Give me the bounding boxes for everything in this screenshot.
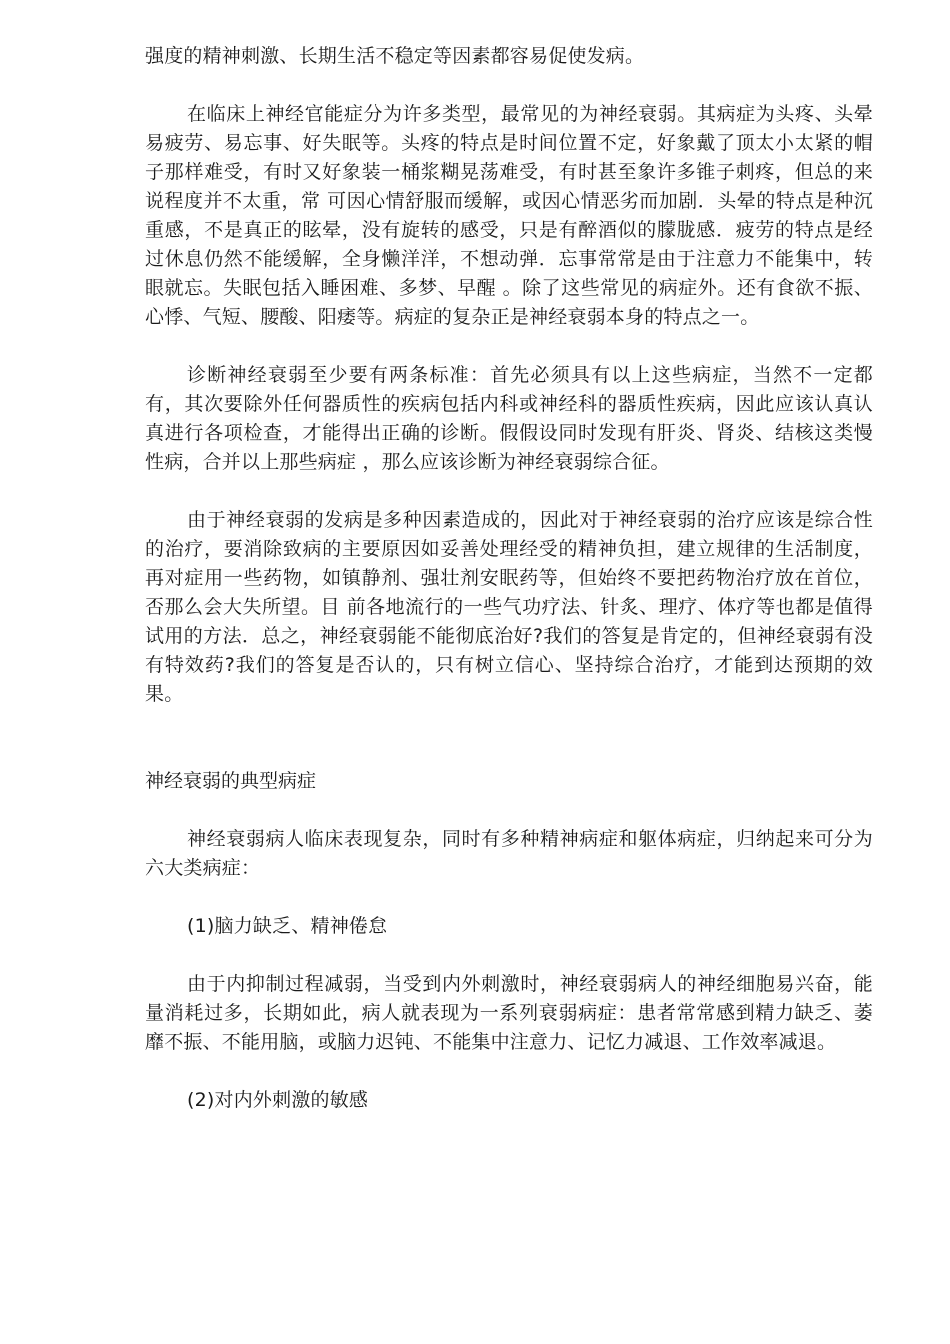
document-page — [145, 42, 873, 1144]
subheading-1: (1)脑力缺乏、精神倦怠 — [187, 915, 388, 937]
subheading-2: (2)对内外刺激的敏感 — [187, 1089, 369, 1111]
section-heading: 神经衰弱的典型病症 — [145, 770, 317, 792]
paragraph-symptoms: 在临床上神经官能症分为许多类型，最常见的为神经衰弱。其病症为头疼、头晕易疲劳、易忘事、好失眠等。头疼的特点是时间位置不定，好象戴了顶太小太紧的帽子那样难受，有时又好象装一桶浆糊晃荡难受，有时甚至象许多锥子刺疼，但总的来说程度并不太重，常 可因心情舒服而缓解，或因心情恶劣而加剧．头晕的特点是种沉重感，不是真正的眩晕，没有旋转的感受，只是有醉酒似的朦胧感．疲劳的特点是经过休息仍然不能缓解，全身懒洋洋，不想动弹．忘事常常是由于注意力不能集中，转眼就忘。失眠包括入睡困难、多梦、早醒 。除了这些常见的病症外。还有食欲不振、心悸、气短、腰酸、阳痿等。病症的复杂正是神经衰弱本身的特点之一。 — [145, 103, 873, 328]
paragraph-diagnosis: 诊断神经衰弱至少要有两条标准：首先必须具有以上这些病症，当然不一定都有，其次要除外任何器质性的疾病包括内科或神经科的器质性疾病，因此应该认真认真进行各项检查，才能得出正确的诊断。假假设同时发现有肝炎、肾炎、结核这类慢性病，合并以上那些病症 ，那么应该诊断为神经衰弱综合征。 — [145, 364, 873, 473]
paragraph-intro-tail: 强度的精神刺激、长期生活不稳定等因素都容易促使发病。 — [145, 45, 645, 67]
paragraph-treatment: 由于神经衰弱的发病是多种因素造成的，因此对于神经衰弱的治疗应该是综合性的治疗，要消除致病的主要原因如妥善处理经受的精神负担，建立规律的生活制度，再对症用一些药物，如镇静剂、强壮剂安眠药等，但始终不要把药物治疗放在首位，否那么会大失所望。目 前各地流行的一些气功疗法、针炙、理疗、体疗等也都是值得试用的方法．总之，神经衰弱能不能彻底治好?我们的答复是肯定的，但神经衰弱有没有特效药?我们的答复是否认的，只有树立信心、坚持综合治疗，才能到达预期的效果。 — [145, 509, 873, 705]
blank-line — [145, 738, 873, 767]
paragraph-fatigue: 由于内抑制过程减弱，当受到内外刺激时，神经衰弱病人的神经细胞易兴奋，能量消耗过多，长期如此，病人就表现为一系列衰弱病症：患者常常感到精力缺乏、萎靡不振、不能用脑，或脑力迟钝、不能集中注意力、记忆力减退、工作效率减退。 — [145, 973, 873, 1053]
paragraph-overview: 神经衰弱病人临床表现复杂，同时有多种精神病症和躯体病症，归纳起来可分为六大类病症： — [145, 828, 873, 879]
